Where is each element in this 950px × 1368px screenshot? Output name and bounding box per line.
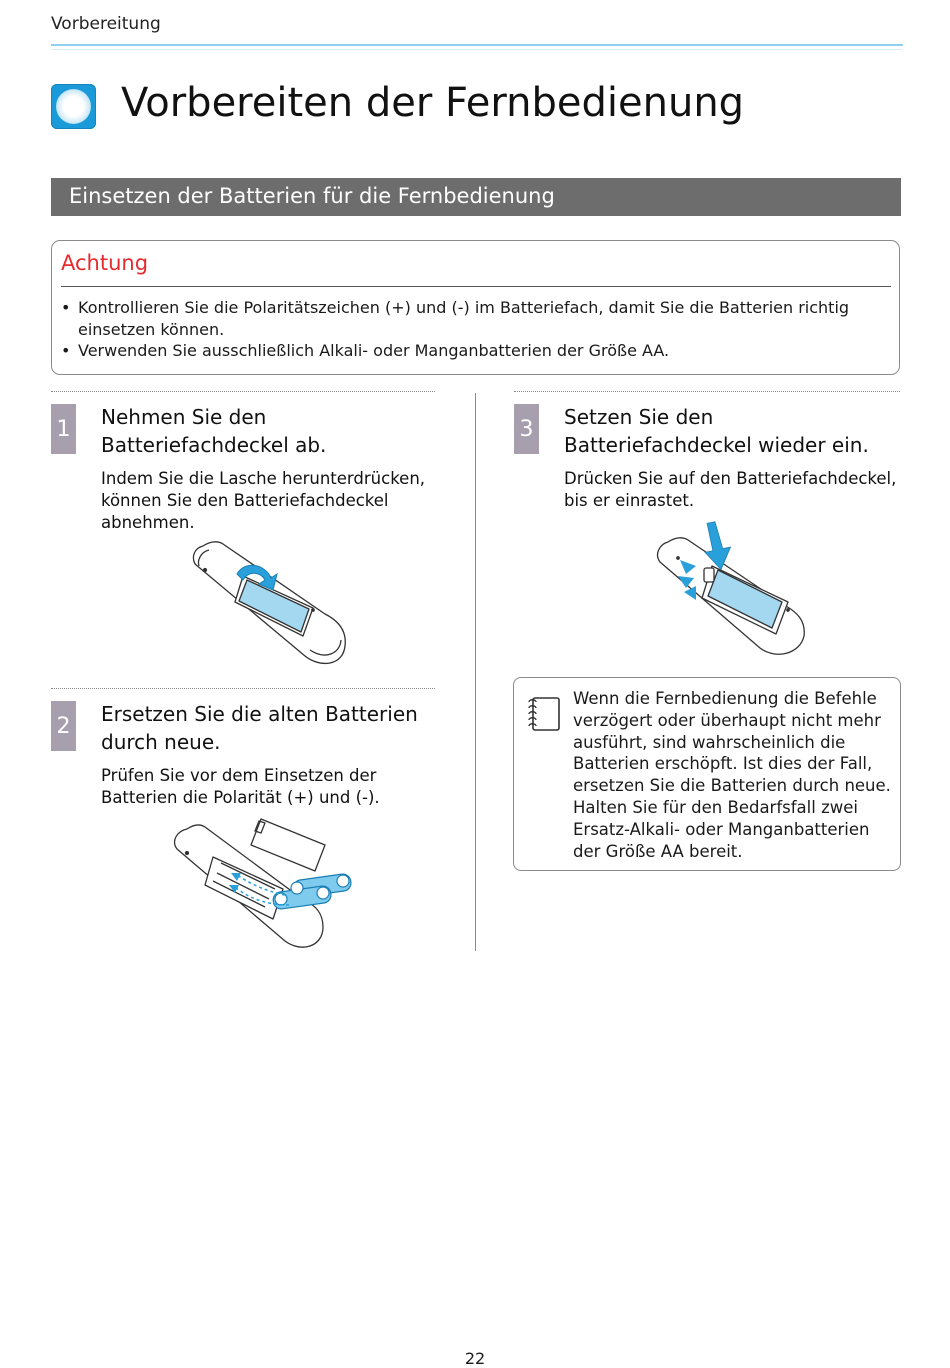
note-box xyxy=(513,677,901,871)
notebook-icon xyxy=(527,695,561,733)
step-number-badge: 1 xyxy=(51,404,76,454)
caution-item: • Verwenden Sie ausschließlich Alkali- oder Manganbatterien der Größe AA. xyxy=(61,340,891,362)
page-number: 22 xyxy=(464,1349,486,1368)
page-title: Vorbereiten der Fernbedienung xyxy=(121,80,745,126)
step-text: Drücken Sie auf den Batteriefachdeckel, bis er einrastet. xyxy=(564,469,897,510)
remote-cover-insertion-illustration xyxy=(650,520,815,665)
battery-replacement-illustration xyxy=(165,815,375,955)
caution-title: Achtung xyxy=(61,251,149,275)
section-heading-bar xyxy=(51,178,901,216)
section-heading: Einsetzen der Batterien für die Fernbedienung xyxy=(69,184,555,208)
step-text: Prüfen Sie vor dem Einsetzen der Batterien die Polarität (+) und (-). xyxy=(101,766,380,807)
step-heading: Ersetzen Sie die alten Batterien durch neue. xyxy=(101,702,418,754)
header-rule xyxy=(51,44,903,46)
chapter-bullet-icon xyxy=(51,84,96,129)
header-rule-light xyxy=(51,49,903,50)
caution-box xyxy=(51,240,900,375)
caution-item: • Kontrollieren Sie die Polaritätszeichen (+) und (-) im Batteriefach, damit Sie die Batterien richtig einsetzen können. xyxy=(61,297,891,340)
breadcrumb: Vorbereitung xyxy=(51,14,161,34)
remote-cover-removal-illustration xyxy=(185,538,355,668)
caution-list xyxy=(61,297,891,362)
step-heading: Setzen Sie den Batteriefachdeckel wieder ein. xyxy=(564,405,869,457)
step-separator xyxy=(514,391,900,392)
step-text: Indem Sie die Lasche herunterdrücken, können Sie den Batteriefachdeckel abnehmen. xyxy=(101,469,426,532)
column-divider xyxy=(475,393,476,951)
step-separator xyxy=(51,391,435,392)
step-separator xyxy=(51,688,435,689)
step-number-badge: 2 xyxy=(51,701,76,751)
step-number-badge: 3 xyxy=(514,404,539,454)
note-text: Wenn die Fernbedienung die Befehle verzögert oder überhaupt nicht mehr ausführt, sind wahrscheinlich die Batterien erschöpft. Ist dies der Fall, ersetzen Sie die Batterien durch neue. Halten Sie für den Bedarfsfall zwei Ersatz-Alkali- oder Manganbatterien der Größe AA bereit. xyxy=(573,689,891,861)
caution-divider xyxy=(61,286,891,287)
step-heading: Nehmen Sie den Batteriefachdeckel ab. xyxy=(101,405,327,457)
